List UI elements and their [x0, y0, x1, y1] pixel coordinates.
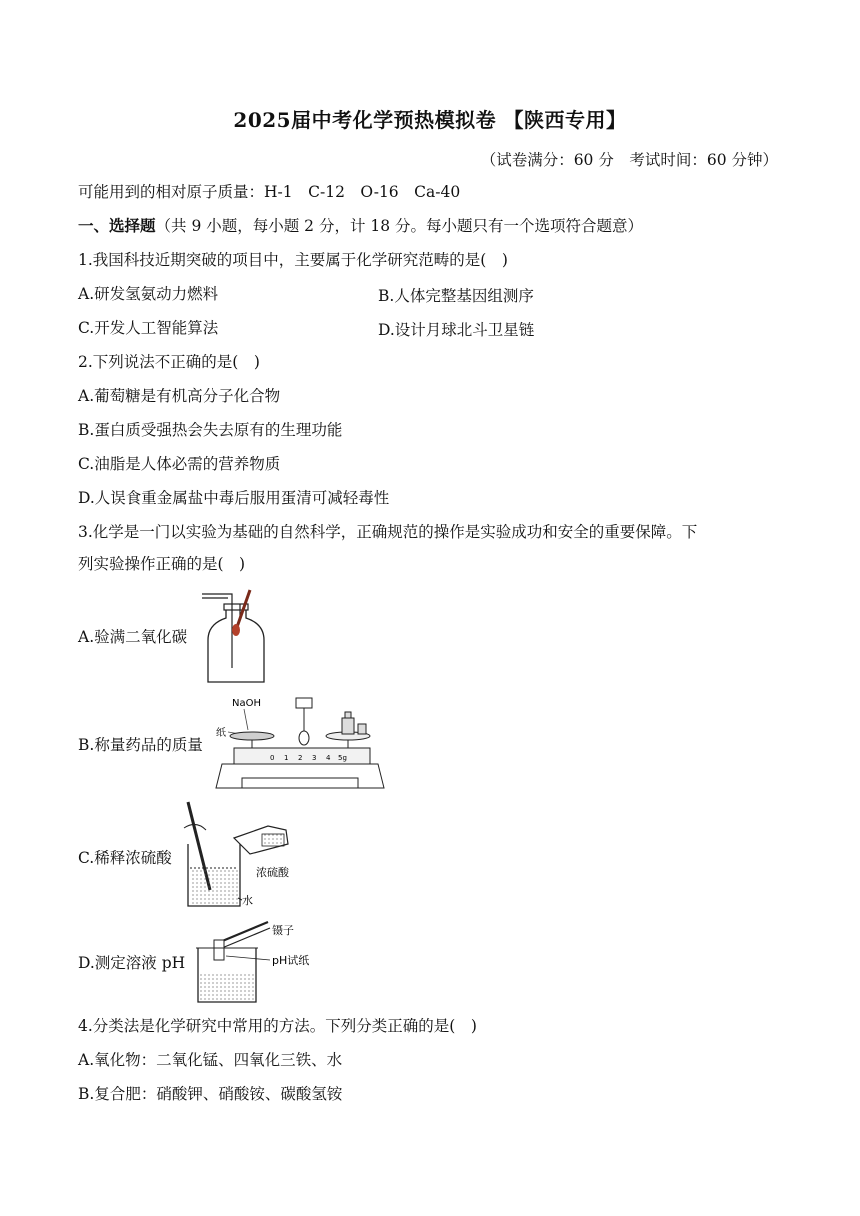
q1-option-a[interactable]: A.研发氢氨动力燃料 — [78, 285, 219, 303]
water-label: 水 — [242, 894, 253, 907]
tick-label: 1 — [284, 754, 289, 762]
q3-stem-line2: 列实验操作正确的是( ) — [78, 555, 246, 573]
q3-option-a[interactable]: A.验满二氧化碳 — [78, 628, 188, 646]
section-title: 一、选择题 — [78, 216, 156, 235]
q1-stem: 1.我国科技近期突破的项目中，主要属于化学研究范畴的是( ) — [78, 251, 508, 269]
ph-paper-label: pH试纸 — [272, 954, 310, 967]
naoh-label: NaOH — [232, 698, 261, 709]
q2-option-d[interactable]: D.人误食重金属盐中毒后服用蛋清可减轻毒性 — [78, 489, 390, 507]
exam-info: （试卷满分：60 分 考试时间：60 分钟） — [480, 151, 778, 169]
q1-option-b[interactable]: B.人体完整基因组测序 — [378, 287, 534, 305]
ph-test-figure — [192, 918, 332, 1006]
q4-option-a[interactable]: A.氧化物：二氧化锰、四氧化三铁、水 — [78, 1051, 343, 1069]
tick-label: 4 — [326, 754, 331, 762]
q3-option-b[interactable]: B.称量药品的质量 — [78, 736, 203, 754]
left-pan — [230, 732, 274, 740]
q3-stem-line1: 3.化学是一门以实验为基础的自然科学，正确规范的操作是实验成功和安全的重要保障。下 — [78, 523, 698, 541]
section-note: （共 9 小题，每小题 2 分，计 18 分。每小题只有一个选项符合题意） — [155, 217, 644, 235]
scale-dial — [296, 698, 312, 708]
weight-small — [358, 724, 366, 734]
solution-liquid — [200, 974, 254, 1000]
paper-label: 纸 — [216, 728, 226, 739]
gas-bottle — [208, 608, 264, 682]
dilution-figure — [176, 798, 306, 913]
q3-option-c[interactable]: C.稀释浓硫酸 — [78, 849, 172, 867]
q3-option-d[interactable]: D.测定溶液 pH — [78, 954, 186, 972]
tweezers-label: 镊子 — [272, 924, 294, 937]
tick-label: 5g — [338, 754, 347, 762]
tick-label: 0 — [270, 754, 275, 762]
q2-option-a[interactable]: A.葡萄糖是有机高分子化合物 — [78, 387, 281, 405]
tick-label: 2 — [298, 754, 303, 762]
weight-large — [342, 718, 354, 734]
section-heading — [78, 216, 643, 236]
q4-option-b[interactable]: B.复合肥：硝酸钾、硝酸铵、碳酸氢铵 — [78, 1085, 343, 1103]
ph-paper — [214, 940, 224, 960]
flame — [232, 624, 240, 636]
q1-option-c[interactable]: C.开发人工智能算法 — [78, 319, 219, 337]
gas-bottle-figure — [196, 588, 276, 688]
water-liquid — [190, 870, 238, 904]
q4-stem: 4.分类法是化学研究中常用的方法。下列分类正确的是( ) — [78, 1017, 477, 1035]
q1-option-d[interactable]: D.设计月球北斗卫星链 — [378, 321, 535, 339]
balance-figure — [212, 694, 388, 794]
page-title: 2025届中考化学预热模拟卷 【陕西专用】 — [233, 108, 627, 132]
tick-label: 3 — [312, 754, 317, 762]
acid-label: 浓硫酸 — [256, 866, 289, 879]
q2-stem: 2.下列说法不正确的是( ) — [78, 353, 260, 371]
q2-option-c[interactable]: C.油脂是人体必需的营养物质 — [78, 455, 281, 473]
atomic-masses: 可能用到的相对原子质量：H-1 C-12 O-16 Ca-40 — [78, 183, 461, 201]
q2-option-b[interactable]: B.蛋白质受强热会失去原有的生理功能 — [78, 421, 343, 439]
